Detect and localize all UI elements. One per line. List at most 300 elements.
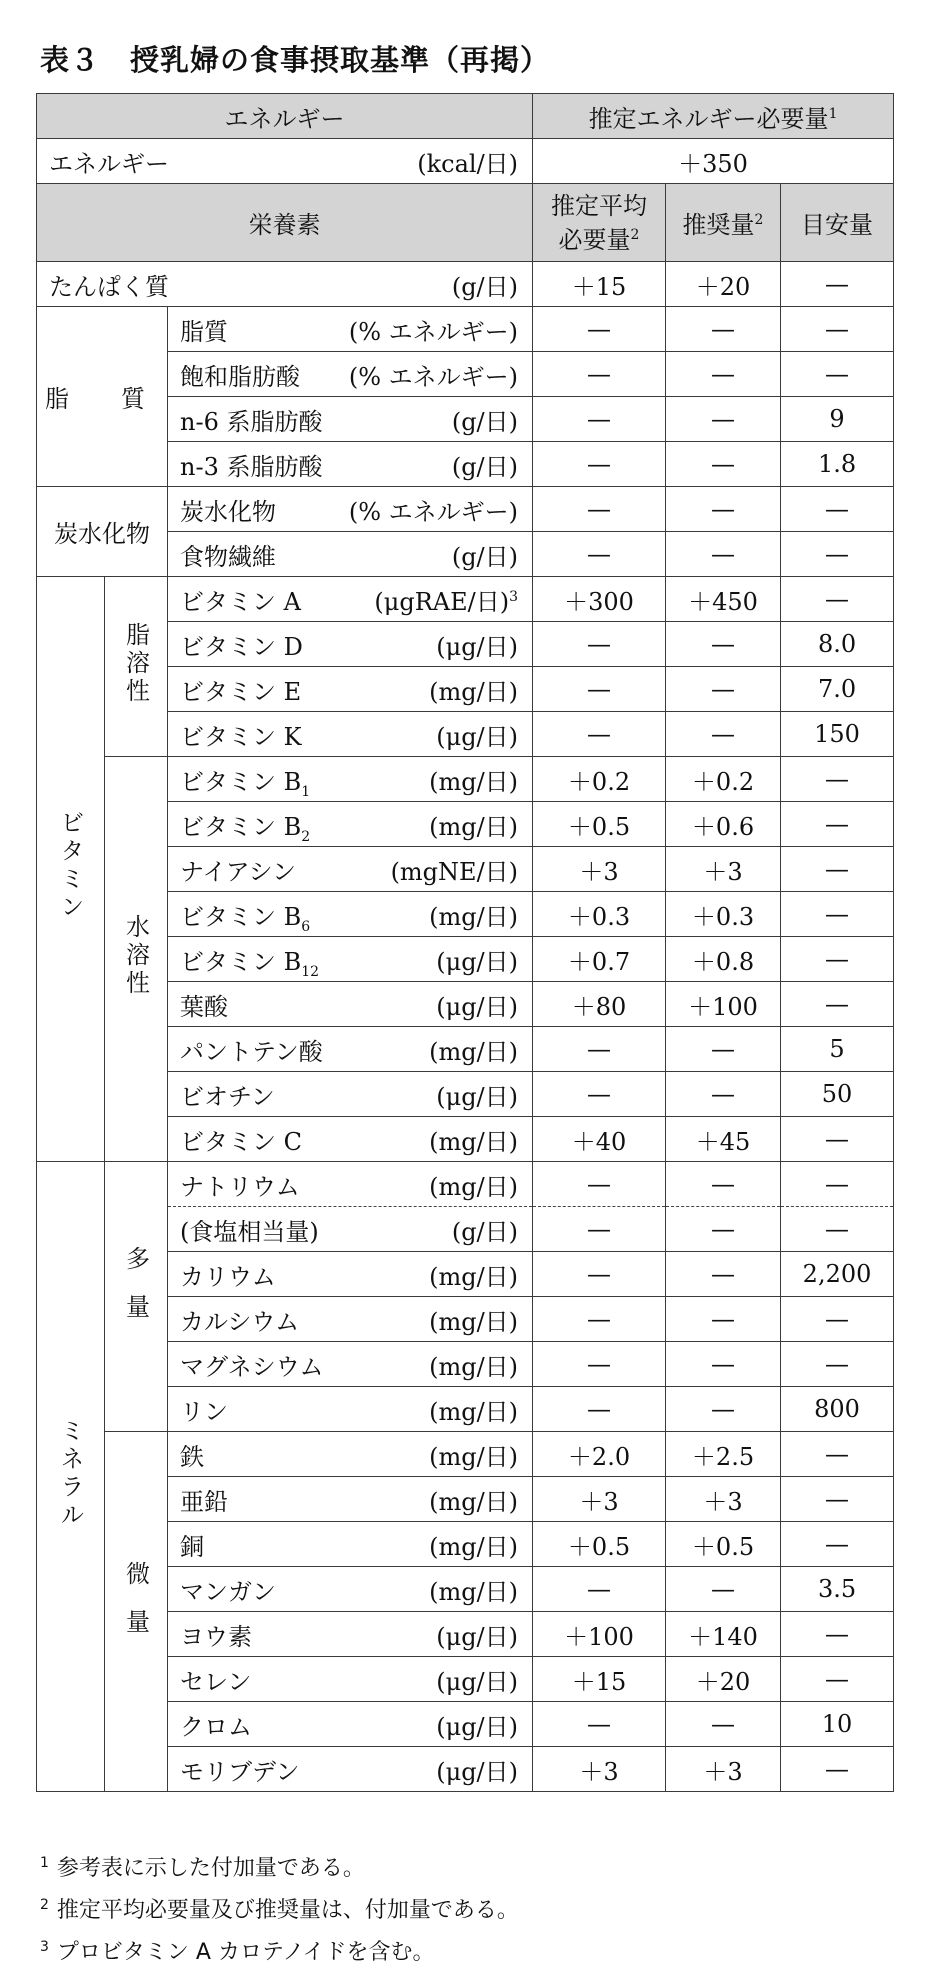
table-title: 表３ 授乳婦の食事摂取基準（再掲） — [40, 43, 551, 77]
nutrient-subscript: 1 — [301, 783, 311, 800]
nutrient-name — [180, 807, 311, 845]
nutrient-name — [180, 1527, 204, 1562]
ai-value: — — [781, 1477, 894, 1522]
nutrient-name-text: 鉄 — [180, 1442, 204, 1471]
ai-value: 2,200 — [781, 1252, 894, 1297]
rda-value: — — [666, 1387, 781, 1432]
nutrient-unit — [429, 672, 518, 707]
ear-value: — — [533, 1252, 666, 1297]
nutrient-name — [180, 1392, 228, 1427]
nutrient-name-text: ビタミン K — [180, 722, 302, 751]
footnote-ref: 2 — [630, 226, 640, 243]
rda-value: — — [666, 622, 781, 667]
nutrient-unit — [452, 537, 518, 572]
nutrient-row — [37, 487, 894, 532]
ai-value: — — [781, 1162, 894, 1207]
nutrient-name — [180, 942, 320, 980]
nutrient-unit-text: (mg/日) — [429, 1307, 519, 1336]
nutrient-unit-text: (mg/日) — [429, 1352, 519, 1381]
nutrient-unit-text: (mg/日) — [429, 1532, 519, 1561]
nutrient-name — [180, 312, 228, 347]
nutrient-name-cell — [168, 352, 533, 397]
rda-value: — — [666, 1567, 781, 1612]
header-nutrient: 栄養素 — [37, 184, 533, 262]
nutrient-unit — [429, 1122, 518, 1157]
ear-value: — — [533, 1702, 666, 1747]
nutrient-unit-text: (μg/日) — [436, 1622, 519, 1651]
nutrient-unit — [452, 447, 518, 482]
nutrient-name-text: 飽和脂肪酸 — [180, 362, 300, 391]
rda-value: ＋20 — [666, 1657, 781, 1702]
group-carbohydrate-label: 炭水化物 — [54, 520, 150, 548]
nutrient-name-cell — [168, 1027, 533, 1072]
rda-value: ＋3 — [666, 847, 781, 892]
footnote-number: 1 — [40, 1854, 49, 1871]
nutrient-name-text: パントテン酸 — [180, 1037, 323, 1066]
nutrient-unit — [436, 987, 518, 1022]
nutrient-unit — [349, 312, 518, 347]
nutrient-name-cell — [168, 1342, 533, 1387]
nutrient-name-cell — [168, 1297, 533, 1342]
rda-value: ＋3 — [666, 1477, 781, 1522]
nutrient-name-cell — [168, 847, 533, 892]
nutrient-unit-text: (mg/日) — [429, 1172, 519, 1201]
nutrient-name-cell — [168, 982, 533, 1027]
nutrient-name-cell — [168, 532, 533, 577]
nutrient-name-text: カリウム — [180, 1262, 276, 1291]
nutrient-name — [180, 1077, 275, 1112]
footnote — [40, 1848, 519, 1890]
rda-value: ＋45 — [666, 1117, 781, 1162]
nutrient-name-text: n-3 系脂肪酸 — [180, 452, 323, 481]
nutrient-name-cell — [168, 397, 533, 442]
nutrient-name — [180, 1032, 323, 1067]
nutrient-name-cell — [168, 1117, 533, 1162]
ear-value: ＋0.3 — [533, 892, 666, 937]
ear-value: ＋3 — [533, 1477, 666, 1522]
nutrient-name-cell — [168, 757, 533, 802]
group-mineral — [37, 1162, 105, 1792]
ai-value: — — [781, 307, 894, 352]
nutrient-name-text: n-6 系脂肪酸 — [180, 407, 323, 436]
nutrient-unit — [429, 807, 518, 842]
rda-value: — — [666, 667, 781, 712]
nutrient-name — [180, 1347, 324, 1382]
ear-value: — — [533, 487, 666, 532]
ear-value: — — [533, 1072, 666, 1117]
nutrient-name-cell — [168, 1162, 533, 1207]
ear-value: ＋15 — [533, 262, 666, 307]
rda-value: — — [666, 1207, 781, 1252]
nutrient-name: エネルギー — [49, 149, 169, 178]
header-rda — [666, 184, 781, 262]
nutrient-unit-text: (mg/日) — [429, 1127, 519, 1156]
nutrient-name-cell — [168, 1522, 533, 1567]
rda-value: ＋3 — [666, 1747, 781, 1792]
footnote-ref: 3 — [509, 588, 519, 605]
ai-value: — — [781, 982, 894, 1027]
nutrient-unit-text: (μg/日) — [436, 1082, 519, 1111]
nutrient-unit-text: (mg/日) — [429, 1442, 519, 1471]
group-lipid-label: 脂 質 — [45, 385, 159, 413]
rda-value: ＋450 — [666, 577, 781, 622]
header-row-nutrients — [37, 184, 894, 262]
nutrient-unit-text: (μg/日) — [436, 1757, 519, 1786]
rda-value: ＋2.5 — [666, 1432, 781, 1477]
nutrient-unit — [429, 1032, 518, 1067]
ai-value: — — [781, 577, 894, 622]
nutrient-name-text: ナイアシン — [180, 857, 297, 886]
nutrient-name — [180, 1122, 302, 1157]
ear-value: ＋0.5 — [533, 802, 666, 847]
header-ear — [533, 184, 666, 262]
ear-value: — — [533, 1567, 666, 1612]
ai-value: 10 — [781, 1702, 894, 1747]
nutrient-unit-text: (mg/日) — [429, 1262, 519, 1291]
ear-value: — — [533, 1387, 666, 1432]
rda-value: — — [666, 1342, 781, 1387]
rda-value: — — [666, 352, 781, 397]
ai-value: — — [781, 532, 894, 577]
nutrient-unit — [436, 1707, 518, 1742]
nutrient-unit — [429, 1167, 518, 1202]
nutrient-name — [180, 582, 301, 617]
nutrient-unit — [429, 1527, 518, 1562]
nutrient-unit-text: (mg/日) — [429, 902, 519, 931]
nutrient-name — [180, 987, 228, 1022]
nutrient-name-cell — [168, 1207, 533, 1252]
nutrient-name — [180, 447, 322, 482]
ai-value: — — [781, 1297, 894, 1342]
group-lipid — [37, 307, 168, 487]
ear-value: ＋40 — [533, 1117, 666, 1162]
ai-value: 1.8 — [781, 442, 894, 487]
nutrient-row — [37, 1162, 894, 1207]
rda-value: ＋0.3 — [666, 892, 781, 937]
rda-value: — — [666, 487, 781, 532]
nutrient-unit-text: (μg/日) — [436, 992, 519, 1021]
footnote-text: 参考表に示した付加量である。 — [56, 1856, 365, 1881]
nutrient-name-cell — [168, 1567, 533, 1612]
nutrient-name-text: ビタミン A — [180, 587, 301, 616]
nutrient-name — [180, 1212, 319, 1247]
nutrient-name-cell — [168, 1477, 533, 1522]
rda-value: — — [666, 397, 781, 442]
ear-value: ＋0.5 — [533, 1522, 666, 1567]
energy-row — [37, 139, 894, 184]
nutrient-unit-text: (μgRAE/日) — [374, 587, 510, 616]
nutrient-name-cell — [168, 1657, 533, 1702]
group-vitamin-label: ビタミン — [56, 810, 84, 922]
rda-value: ＋0.8 — [666, 937, 781, 982]
nutrient-name-text: 葉酸 — [180, 992, 228, 1021]
nutrient-name — [180, 492, 276, 527]
nutrient-unit-text: (% エネルギー) — [348, 497, 519, 526]
nutrient-unit-text: (g/日) — [451, 452, 519, 481]
rda-value: — — [666, 532, 781, 577]
header-rda-label: 推奨量 — [682, 211, 755, 239]
nutrient-name-cell — [168, 1702, 533, 1747]
nutrient-subscript: 2 — [301, 828, 311, 845]
ai-value: — — [781, 892, 894, 937]
ear-value: — — [533, 712, 666, 757]
nutrient-unit — [436, 942, 518, 977]
header-row-energy — [37, 94, 894, 139]
ear-value: — — [533, 1207, 666, 1252]
nutrient-name-cell — [168, 667, 533, 712]
nutrient-name-text: ビタミン E — [180, 677, 302, 706]
group-vitamin — [37, 577, 105, 1162]
group-trace — [105, 1432, 168, 1792]
rda-value: — — [666, 1072, 781, 1117]
ear-value: ＋80 — [533, 982, 666, 1027]
nutrient-name-text: ビオチン — [180, 1082, 275, 1111]
group-water-soluble — [105, 757, 168, 1162]
nutrient-unit: (g/日) — [451, 272, 519, 301]
nutrient-unit — [452, 402, 518, 437]
ear-value: — — [533, 307, 666, 352]
nutrient-name-text: ビタミン B — [180, 947, 302, 976]
ear-value: — — [533, 1027, 666, 1072]
ai-value: 9 — [781, 397, 894, 442]
nutrient-unit — [436, 627, 518, 662]
ear-value: ＋300 — [533, 577, 666, 622]
nutrient-name-text: ビタミン B — [180, 812, 302, 841]
ai-value: — — [781, 847, 894, 892]
rda-value: — — [666, 1252, 781, 1297]
footnote-text: 推定平均必要量及び推奨量は、付加量である。 — [56, 1898, 519, 1923]
footnotes — [40, 1848, 519, 1974]
nutrient-unit — [436, 1752, 518, 1787]
nutrient-unit-text: (% エネルギー) — [348, 317, 519, 346]
ear-value: ＋0.7 — [533, 937, 666, 982]
rda-value: ＋0.6 — [666, 802, 781, 847]
rda-value: ＋0.2 — [666, 757, 781, 802]
nutrient-unit — [436, 1077, 518, 1112]
rda-value: — — [666, 712, 781, 757]
group-macro-label: 多量 — [121, 1245, 150, 1342]
ear-value: — — [533, 1297, 666, 1342]
nutrient-subscript: 12 — [301, 963, 320, 980]
ai-value: — — [781, 1612, 894, 1657]
ai-value: — — [781, 1117, 894, 1162]
nutrient-name: たんぱく質 — [49, 272, 169, 301]
nutrient-unit-text: (mg/日) — [429, 677, 519, 706]
rda-value: — — [666, 1162, 781, 1207]
nutrient-unit — [436, 1617, 518, 1652]
nutrient-name-text: ビタミン D — [180, 632, 303, 661]
ear-value: — — [533, 352, 666, 397]
nutrient-unit-text: (g/日) — [451, 542, 519, 571]
footnote-ref: 1 — [828, 105, 838, 122]
nutrient-unit — [429, 1257, 518, 1292]
nutrient-name-text: (食塩相当量) — [180, 1217, 319, 1246]
rda-value: — — [666, 1702, 781, 1747]
protein-name-cell — [37, 262, 533, 307]
footnote-number: 2 — [40, 1896, 49, 1913]
ear-value: — — [533, 397, 666, 442]
energy-value: ＋350 — [533, 139, 894, 184]
nutrient-name-cell — [168, 1747, 533, 1792]
nutrient-name-cell — [168, 712, 533, 757]
table-body — [37, 94, 894, 1792]
nutrient-name — [180, 627, 303, 662]
nutrient-unit-text: (μg/日) — [436, 1667, 519, 1696]
footnote — [40, 1890, 519, 1932]
nutrient-row — [37, 1432, 894, 1477]
group-trace-label: 微量 — [121, 1560, 150, 1657]
ai-value: — — [781, 802, 894, 847]
nutrient-name — [180, 1707, 252, 1742]
nutrient-name — [180, 402, 322, 437]
ear-value: ＋15 — [533, 1657, 666, 1702]
nutrient-name — [180, 1437, 204, 1472]
nutrient-name-text: 食物繊維 — [180, 542, 276, 571]
ai-value: — — [781, 1747, 894, 1792]
nutrient-unit — [429, 1437, 518, 1472]
nutrient-unit — [391, 852, 518, 887]
rda-value: ＋0.5 — [666, 1522, 781, 1567]
nutrient-unit — [436, 1662, 518, 1697]
ai-value: — — [781, 1432, 894, 1477]
nutrient-name — [180, 1257, 276, 1292]
nutrient-unit-text: (mg/日) — [429, 812, 519, 841]
nutrient-name-cell — [168, 1252, 533, 1297]
nutrient-name — [180, 1167, 300, 1202]
nutrient-name-text: カルシウム — [180, 1307, 300, 1336]
nutrient-name-text: マグネシウム — [180, 1352, 324, 1381]
nutrient-name — [180, 1617, 252, 1652]
nutrient-name — [180, 1752, 300, 1787]
ear-value: — — [533, 1162, 666, 1207]
nutrient-unit — [349, 492, 518, 527]
ai-value: 3.5 — [781, 1567, 894, 1612]
nutrient-unit-text: (μg/日) — [436, 1712, 519, 1741]
nutrient-unit-text: (μg/日) — [436, 722, 519, 751]
nutrient-name-cell — [168, 307, 533, 352]
nutrient-unit — [349, 357, 518, 392]
energy-name-cell — [37, 139, 533, 184]
rda-value: — — [666, 1297, 781, 1342]
ai-value: 800 — [781, 1387, 894, 1432]
nutrition-table — [36, 93, 894, 1792]
nutrient-unit-text: (mg/日) — [429, 1577, 519, 1606]
footnote — [40, 1932, 519, 1974]
ai-value: — — [781, 262, 894, 307]
nutrient-name-text: セレン — [180, 1667, 252, 1696]
nutrient-unit-text: (mg/日) — [429, 767, 519, 796]
nutrient-row — [37, 577, 894, 622]
nutrient-name-cell — [168, 1432, 533, 1477]
nutrient-name-text: ビタミン C — [180, 1127, 302, 1156]
nutrient-unit-text: (μg/日) — [436, 632, 519, 661]
nutrient-name-text: モリブデン — [180, 1757, 300, 1786]
nutrient-name-text: クロム — [180, 1712, 252, 1741]
header-ai: 目安量 — [781, 184, 894, 262]
nutrient-name — [180, 357, 300, 392]
nutrient-unit-text: (mg/日) — [429, 1487, 519, 1516]
ear-value: ＋100 — [533, 1612, 666, 1657]
ear-value: — — [533, 1342, 666, 1387]
nutrient-name-cell — [168, 1072, 533, 1117]
ear-value: — — [533, 667, 666, 712]
nutrient-name-cell — [168, 1612, 533, 1657]
header-eer-label: 推定エネルギー必要量 — [588, 104, 829, 133]
group-macro — [105, 1162, 168, 1432]
nutrient-name-cell — [168, 442, 533, 487]
nutrient-name-cell — [168, 577, 533, 622]
nutrient-name-cell — [168, 802, 533, 847]
rda-value: ＋100 — [666, 982, 781, 1027]
nutrient-name-cell — [168, 892, 533, 937]
nutrient-name — [180, 1662, 251, 1697]
ear-value: ＋2.0 — [533, 1432, 666, 1477]
ai-value: 150 — [781, 712, 894, 757]
ai-value: — — [781, 937, 894, 982]
nutrient-name — [180, 1572, 276, 1607]
nutrient-name — [180, 537, 276, 572]
nutrient-unit — [452, 1212, 518, 1247]
ai-value: — — [781, 352, 894, 397]
nutrient-unit — [429, 762, 518, 797]
ear-value: ＋3 — [533, 847, 666, 892]
nutrient-unit — [429, 1302, 518, 1337]
nutrient-unit: (kcal/日) — [417, 149, 519, 178]
nutrient-unit — [429, 1347, 518, 1382]
header-eer — [533, 94, 894, 139]
ai-value: — — [781, 1522, 894, 1567]
nutrient-unit — [429, 1392, 518, 1427]
nutrient-name — [180, 717, 302, 752]
nutrient-unit-text: (mg/日) — [429, 1037, 519, 1066]
nutrient-name — [180, 897, 311, 935]
nutrient-unit — [429, 897, 518, 932]
footnote-ref: 2 — [754, 212, 764, 228]
ear-value: — — [533, 622, 666, 667]
ai-value: — — [781, 1207, 894, 1252]
header-ear-line2: 必要量 — [558, 225, 631, 254]
nutrient-name-text: ナトリウム — [180, 1172, 300, 1201]
nutrient-name-text: ビタミン B — [180, 767, 302, 796]
nutrient-name — [180, 672, 301, 707]
nutrient-name-text: マンガン — [180, 1577, 276, 1606]
nutrient-name-text: 亜鉛 — [180, 1487, 228, 1516]
footnote-text: プロビタミン A カロテノイドを含む。 — [56, 1940, 435, 1965]
nutrient-unit — [374, 582, 518, 617]
protein-row — [37, 262, 894, 307]
nutrient-name — [180, 852, 296, 887]
ai-value: — — [781, 1657, 894, 1702]
rda-value: — — [666, 1027, 781, 1072]
nutrient-name-cell — [168, 622, 533, 667]
group-carbohydrate — [37, 487, 168, 577]
rda-value: ＋140 — [666, 1612, 781, 1657]
footnote-number: 3 — [40, 1938, 49, 1955]
nutrient-unit-text: (mg/日) — [429, 1397, 519, 1426]
nutrient-unit — [436, 717, 518, 752]
ear-value: — — [533, 532, 666, 577]
nutrient-row — [37, 757, 894, 802]
header-ear-line1: 推定平均 — [551, 191, 648, 220]
nutrient-unit — [429, 1572, 518, 1607]
ai-value: — — [781, 487, 894, 532]
header-energy: エネルギー — [37, 94, 533, 139]
nutrient-name-cell — [168, 937, 533, 982]
nutrient-name-text: 脂質 — [180, 317, 228, 346]
group-mineral-label: ミネラル — [56, 1417, 84, 1530]
group-water-soluble-label: 水溶性 — [121, 914, 150, 998]
nutrient-unit-text: (% エネルギー) — [348, 362, 519, 391]
